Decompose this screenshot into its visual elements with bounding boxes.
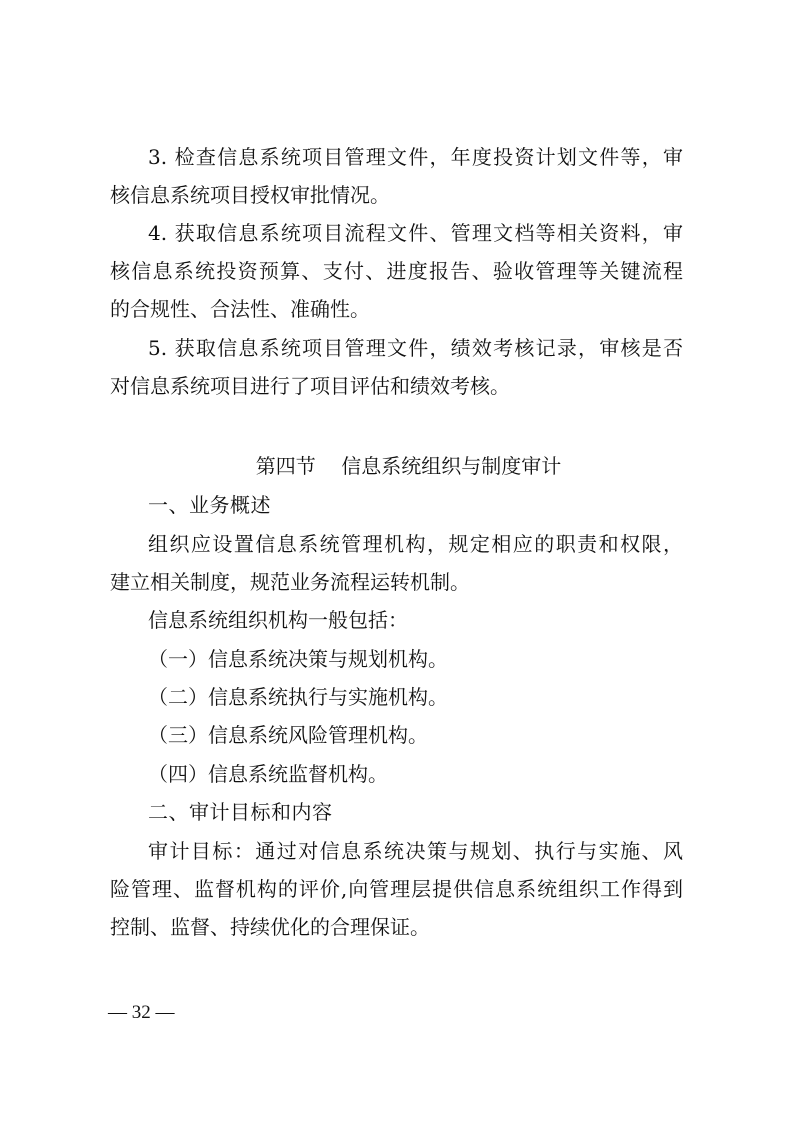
paragraph-4-line-1: 4. 获取信息系统项目流程文件、管理文档等相关资料，审 — [148, 221, 683, 245]
paragraph-5-line-2: 对信息系统项目进行了项目评估和绩效考核。 — [110, 374, 510, 398]
part-1-intro-line-1: 组织应设置信息系统管理机构，规定相应的职责和权限， — [148, 532, 683, 556]
list-item: （二）信息系统执行与实施机构。 — [148, 685, 448, 709]
paragraph-5-line-1: 5. 获取信息系统项目管理文件，绩效考核记录，审核是否 — [148, 336, 683, 360]
part-2-target-line-3: 控制、监督、持续优化的合理保证。 — [110, 915, 430, 939]
page-number: — 32 — — [108, 1002, 175, 1023]
paragraph-4-line-2: 核信息系统投资预算、支付、进度报告、验收管理等关键流程 — [110, 259, 683, 283]
part-2-target-line-1: 审计目标：通过对信息系统决策与规划、执行与实施、风 — [148, 839, 683, 863]
list-item: （三）信息系统风险管理机构。 — [148, 723, 428, 747]
section-title: 第四节 信息系统组织与制度审计 — [255, 454, 562, 478]
paragraph-3-line-1: 3. 检查信息系统项目管理文件，年度投资计划文件等，审 — [148, 145, 683, 169]
part-1-intro-line-2: 建立相关制度，规范业务流程运转机制。 — [110, 570, 470, 594]
paragraph-3-line-2: 核信息系统项目授权审批情况。 — [110, 183, 390, 207]
part-2-target-line-2: 险管理、监督机构的评价,向管理层提供信息系统组织工作得到 — [110, 877, 683, 901]
part-2-heading: 二、审计目标和内容 — [148, 800, 333, 824]
paragraph-4-line-3: 的合规性、合法性、准确性。 — [110, 297, 370, 321]
list-item: （一）信息系统决策与规划机构。 — [148, 647, 448, 671]
part-1-heading: 一、业务概述 — [148, 493, 271, 517]
list-item: （四）信息系统监督机构。 — [148, 762, 388, 786]
list-intro: 信息系统组织机构一般包括： — [148, 608, 408, 632]
